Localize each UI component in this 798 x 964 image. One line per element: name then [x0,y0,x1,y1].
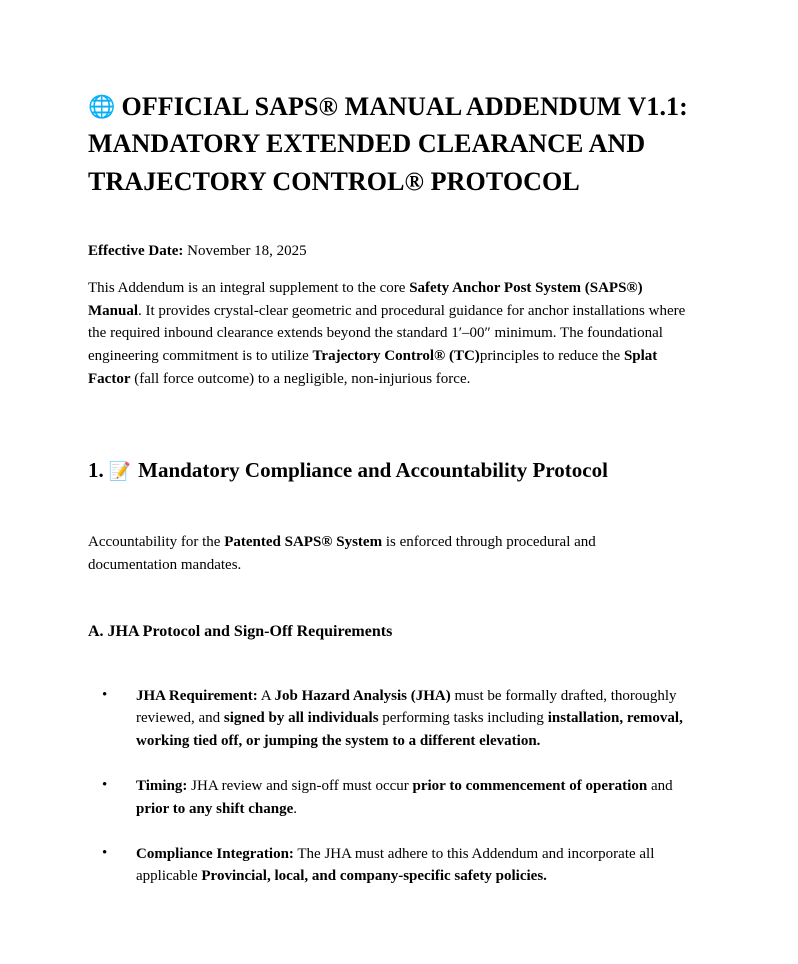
section-1-paragraph [88,531,648,577]
list-item-bold-2: prior to any shift change [136,800,294,817]
intro-bold-2: Trajectory Control® (TC) [312,348,480,365]
memo-icon: 📝 [108,460,132,481]
list-item-bold-3: installation, removal, working tied off, or jumping the system to a different elevation. [136,710,683,750]
list-item-text-1: A [257,687,275,704]
intro-text-1: This Addendum is an integral supplement to the core [88,279,410,296]
page-title-text: OFFICIAL SAPS® MANUAL ADDENDUM V1.1: MANDATORY EXTENDED CLEARANCE AND TRAJECTORY CONTROL® PROTOCOL [88,92,688,196]
section-1-text-1: Accountability for the [88,534,225,551]
subsection-a-heading: A. JHA Protocol and Sign-Off Requirements [88,622,393,640]
list-item-bold-1: Job Hazard Analysis (JHA) [274,687,451,704]
effective-date-label: Effective Date: [88,243,184,260]
intro-text-4: (fall force outcome) to a negligible, non-injurious force. [130,371,471,387]
list-item-text-2: and [647,778,673,795]
intro-paragraph [88,277,688,391]
list-item-text-1: JHA review and sign-off must occur [187,778,413,795]
list-item-label: JHA Requirement: [136,687,258,704]
list-item-text-2: must be formally drafted, thoroughly reviewed, and [136,687,677,727]
section-1-bold-1: Patented SAPS® System [224,534,383,551]
list-item-bold-2: signed by all individuals [223,710,379,727]
globe-icon: 🌐 [88,94,116,119]
list-item-label: Timing: [136,778,188,795]
list-item-bold-1: prior to commencement of operation [412,778,648,795]
section-1-text-2: is enforced through procedural and documentation mandates. [88,534,596,573]
section-1-heading-text: Mandatory Compliance and Accountability Protocol [138,457,608,482]
page-title [88,88,688,200]
section-1-number: 1. [88,457,104,482]
effective-date [88,240,688,263]
effective-date-value: November 18, 2025 [187,243,307,260]
intro-bold-1: Safety Anchor Post System (SAPS®) Manual [88,279,643,319]
list-item-text-3: . [293,800,297,817]
list-item-text-1: The JHA must adhere to this Addendum and incorporate all applicable [136,845,655,885]
list-item-text-3: performing tasks including [378,710,548,727]
list-item-bold-1: Provincial, local, and company-specific safety policies. [201,868,547,885]
jha-requirements-list [88,685,688,889]
list-item [88,685,688,753]
intro-text-3: principles to reduce the [479,348,624,365]
list-item [88,775,688,821]
list-item [88,843,688,889]
section-1-heading [88,457,688,484]
intro-bold-3: Splat Factor [88,348,658,387]
list-item-label: Compliance Integration: [136,845,294,862]
intro-text-2: . It provides crystal-clear geometric and procedural guidance for anchor installations where the required inbound clearance extends beyond the standard 1′–00″ minimum. The foundational engineering commitment is to utilize [88,302,686,365]
